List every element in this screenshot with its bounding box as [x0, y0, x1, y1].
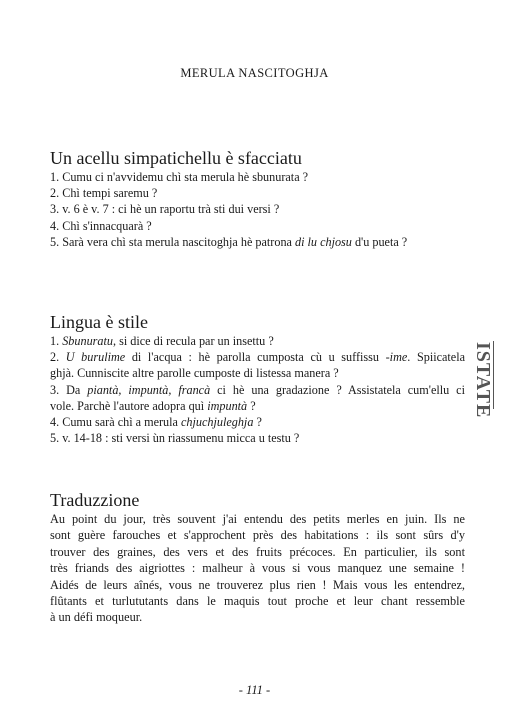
question-list: [50, 333, 465, 446]
section-questions: [50, 147, 465, 250]
page-number: - 111 -: [238, 683, 271, 697]
paragraph-line: très friands des aigriottes : malheur à vous si vous manquez une semaine !: [50, 561, 465, 576]
section-title: Un acellu simpatichellu è sfacciatu: [50, 148, 302, 168]
question-item: 2. Chì tempi saremu ?: [50, 186, 158, 201]
section-title: Traduzzione: [50, 490, 140, 510]
paragraph-line: flûtants et turlututants dans le maquis tout proche et leur chant ressemble: [50, 594, 465, 609]
section-traduzzione: [50, 489, 465, 626]
question-list: [50, 169, 465, 250]
paragraph-line: sont guère farouches et s'approchent près des habitations : ils sont sûrs d'y: [50, 528, 465, 543]
question-item-continued: ghjà. Cunniscite altre parolle cumposte di listessa manera ?: [50, 366, 339, 381]
question-item: 5. Sarà vera chì sta merula nascitoghja hè patrona di lu chjosu d'u pueta ?: [50, 234, 408, 249]
question-item: 3. v. 6 è v. 7 : ci hè un raportu trà sti dui versi ?: [50, 202, 280, 217]
question-item: 1. Cumu ci n'avvidemu chì sta merula hè sbunurata ?: [50, 170, 309, 184]
question-item: 3. Da piantà, impuntà, francà ci hè una gradazione ? Assistatela cum'ellu ci: [50, 382, 465, 397]
question-item: 4. Chì s'innacquarà ?: [50, 218, 152, 233]
section-lingua-stile: [50, 311, 465, 446]
paragraph-line: trouver des graines, des vers et des fruits précoces. En particulier, ils sont: [50, 544, 465, 559]
question-item: 1. Sbunuratu, si dice di recula par un insettu ?: [50, 334, 274, 348]
question-item-continued: vole. Parchè l'autore adopra quì impuntà ?: [50, 398, 256, 413]
section-title: Lingua è stile: [50, 312, 148, 332]
running-head: MERULA NASCITOGHJA: [180, 66, 329, 80]
translation-paragraph: [50, 511, 465, 626]
paragraph-line: Au point du jour, très souvent j'ai entendu des petits merles en juin. Ils ne: [50, 512, 465, 526]
section-tab: [471, 341, 494, 419]
paragraph-line: Aidés de leurs aînés, vous ne trouverez plus rien ! Mais vous les entendrez,: [50, 577, 465, 592]
question-item: 2. U burulime di l'acqua : hè parolla cumposta cù u suffissu -ime. Spiicatela: [50, 350, 466, 365]
paragraph-line: à un défi moqueur.: [50, 610, 143, 625]
question-item: 5. v. 14-18 : sti versi ùn riassumenu micca u testu ?: [50, 431, 300, 446]
section-tab-label: ISTATE: [472, 342, 494, 419]
question-item: 4. Cumu sarà chì a merula chjuchjuleghja ?: [50, 415, 262, 430]
